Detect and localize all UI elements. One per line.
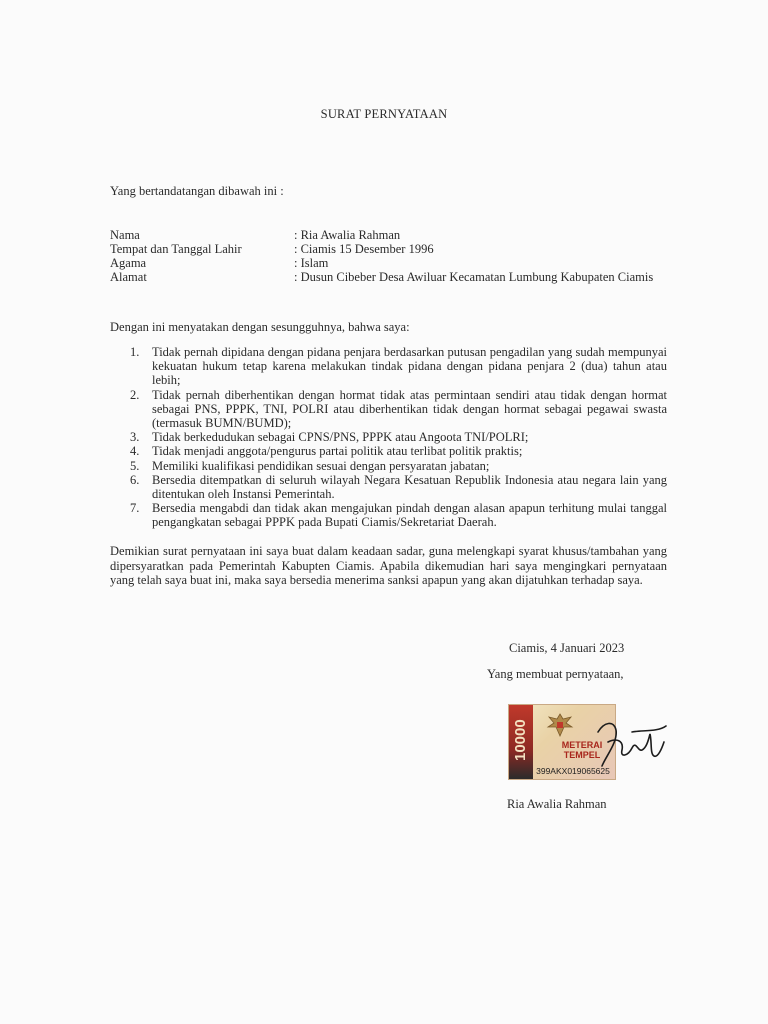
list-item-number: 3.: [130, 430, 140, 445]
statement-list: [130, 345, 667, 530]
signature-scribble-icon: [592, 712, 670, 772]
signer-name: Ria Awalia Rahman: [507, 797, 607, 811]
list-item-text: Bersedia ditempatkan di seluruh wilayah Negara Kesatuan Republik Indonesia atau negara lain yang ditentukan oleh Instansi Pemerintah.: [152, 472, 667, 502]
list-item-text: Tidak berkedudukan sebagai CPNS/PNS, PPPK atau Angoota TNI/POLRI;: [152, 430, 529, 445]
identity-value: : Dusun Cibeber Desa Awiluar Kecamatan Lumbung Kabupaten Ciamis: [294, 270, 654, 284]
list-item-text: Tidak pernah dipidana dengan pidana penjara berdasarkan putusan pengadilan yang sudah mempunyai kekuatan hukum tetap karena melakukan tindak pidana dengan pidana penjara 2 (dua) tahun atau lebih;: [152, 345, 667, 388]
statement-intro: Dengan ini menyatakan dengan sesungguhnya, bahwa saya:: [110, 320, 410, 334]
list-item: [130, 444, 667, 458]
identity-row-birth: [110, 242, 654, 256]
list-item: [130, 430, 667, 444]
identity-value: : Ciamis 15 Desember 1996: [294, 242, 434, 256]
identity-label: Alamat: [110, 270, 147, 284]
document-title: SURAT PERNYATAAN: [320, 107, 448, 121]
closing-paragraph: Demikian surat pernyataan ini saya buat dalam keadaan sadar, guna melengkapi syarat khusus/tambahan yang dipersyaratkan pada Pemerintah Kabupten Ciamis. Apabila dikemudian hari saya mengingkari pernyataan yang telah saya buat ini, maka saya bersedia menerima sanksi apapun yang akan dijatuhkan terhadap saya.: [110, 544, 667, 588]
identity-row-name: [110, 228, 654, 242]
place-date: Ciamis, 4 Januari 2023: [509, 641, 625, 655]
list-item-number: 1.: [130, 345, 140, 359]
stamp-label-line2: TEMPEL: [563, 750, 601, 760]
list-item-number: 6.: [130, 472, 140, 487]
list-item: [130, 473, 667, 501]
garuda-emblem-icon: [545, 711, 575, 739]
list-item-text: Tidak menjadi anggota/pengurus partai politik atau terlibat politik praktis;: [152, 444, 523, 459]
identity-row-religion: [110, 256, 654, 270]
stamp-serial: 399AKX019065625: [536, 766, 610, 776]
identity-table: [110, 228, 654, 284]
list-item: [130, 388, 667, 431]
intro-text: Yang bertandatangan dibawah ini :: [110, 184, 284, 198]
identity-value: : Ria Awalia Rahman: [294, 228, 401, 242]
maker-label: Yang membuat pernyataan,: [487, 667, 624, 681]
list-item-number: 2.: [130, 387, 140, 402]
list-item-text: Bersedia mengabdi dan tidak akan mengajukan pindah dengan alasan apapun terhitung mulai tanggal pengangkatan sebagai PPPK pada Bupati Ciamis/Sekretariat Daerah.: [152, 501, 667, 530]
stamp-label-line1: METERAI: [561, 740, 603, 750]
list-item-number: 4.: [130, 444, 140, 459]
list-item: [130, 345, 667, 388]
list-item-number: 7.: [130, 501, 140, 516]
stamp-value: 10000: [512, 719, 529, 761]
identity-value: : Islam: [294, 256, 329, 270]
identity-label: Tempat dan Tanggal Lahir: [110, 242, 242, 256]
list-item: [130, 501, 667, 529]
identity-label: Agama: [110, 256, 147, 270]
list-item-text: Tidak pernah diberhentikan dengan hormat tidak atas permintaan sendiri atau tidak dengan hormat sebagai PNS, PPPK, TNI, POLRI atau diberhentikan tidak dengan hormat sebagai pegawai swasta (termasuk BUMN/BUMD);: [152, 387, 667, 431]
list-item: [130, 459, 667, 473]
identity-label: Nama: [110, 228, 140, 242]
list-item-number: 5.: [130, 458, 140, 473]
list-item-text: Memiliki kualifikasi pendidikan sesuai dengan persyaratan jabatan;: [152, 458, 490, 473]
identity-row-address: [110, 270, 654, 284]
